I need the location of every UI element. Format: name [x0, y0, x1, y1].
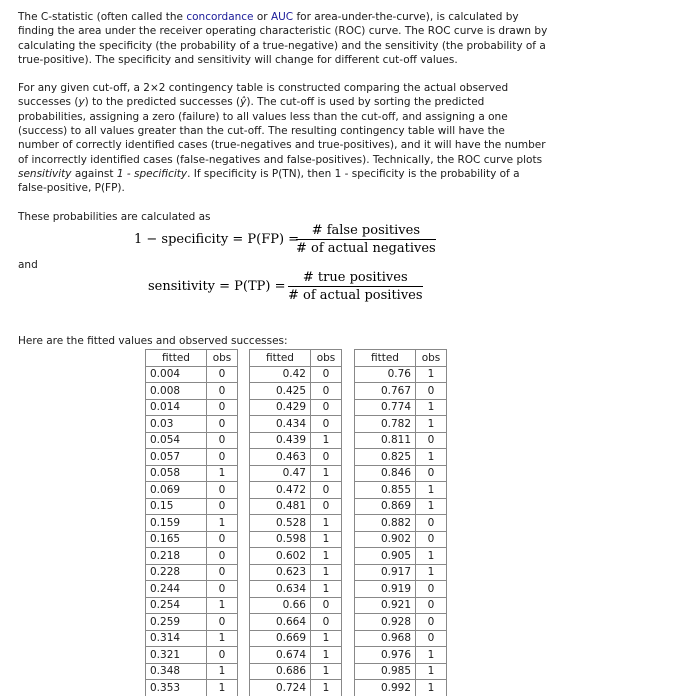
table-row	[146, 416, 238, 433]
fitted-value: 0.602	[250, 548, 311, 565]
fitted-value: 0.528	[250, 515, 311, 532]
table-row	[250, 383, 342, 400]
observed-value: 0	[207, 366, 238, 383]
fitted-value: 0.058	[146, 465, 207, 482]
table-row	[355, 515, 447, 532]
observed-value: 1	[207, 515, 238, 532]
table-row	[146, 498, 238, 515]
table-row	[250, 564, 342, 581]
fitted-value: 0.782	[355, 416, 416, 433]
table-row	[146, 630, 238, 647]
table-row	[355, 680, 447, 696]
table-row	[146, 465, 238, 482]
table-row	[355, 498, 447, 515]
observed-value: 0	[311, 366, 342, 383]
fitted-value: 0.069	[146, 482, 207, 499]
fitted-value: 0.348	[146, 663, 207, 680]
paragraph-probabilities: These probabilities are calculated as	[18, 210, 211, 223]
table-row	[355, 449, 447, 466]
table-row	[146, 482, 238, 499]
observed-value: 1	[207, 465, 238, 482]
fitted-value: 0.905	[355, 548, 416, 565]
paragraph-cutoff: For any given cut-off, a 2×2 contingency table is constructed comparing the actual observed successes (y) to the predicted successes (ŷ). The cut-off is used by sorting the predicted probabilities, assigning a zero (failure) to all values less than the cut-off, and assigning a one (success) to all values greater than the cut-off. The resulting contingency table will have the number of correctly identified cases (true-negatives and true-positives), and it will have the number of incorrectly identified cases (false-negatives and false-positives). Technically, the ROC curve plots sensitivity against 1 - specificity. If specificity is P(TN), then 1 - specificity is the probability of a false-positive, P(FP).	[18, 82, 546, 195]
observed-value: 1	[311, 663, 342, 680]
table-row	[355, 597, 447, 614]
fitted-value: 0.004	[146, 366, 207, 383]
observed-value: 0	[207, 482, 238, 499]
table-row	[355, 383, 447, 400]
observed-value: 1	[416, 548, 447, 565]
observed-value: 1	[311, 548, 342, 565]
table-row	[355, 432, 447, 449]
fitted-value: 0.321	[146, 647, 207, 664]
fitted-value: 0.439	[250, 432, 311, 449]
table-row	[146, 564, 238, 581]
observed-value: 0	[207, 432, 238, 449]
observed-value: 1	[416, 663, 447, 680]
equation-fp-lhs: 1 − specificity = P(FP) =	[134, 232, 300, 247]
fitted-value: 0.481	[250, 498, 311, 515]
equation-fp	[0, 222, 686, 262]
and-label: and	[18, 259, 38, 271]
fitted-value: 0.159	[146, 515, 207, 532]
observed-value: 0	[311, 399, 342, 416]
observed-value: 1	[311, 531, 342, 548]
observed-value: 0	[207, 548, 238, 565]
fitted-value: 0.919	[355, 581, 416, 598]
observed-value: 0	[311, 449, 342, 466]
table-row	[355, 399, 447, 416]
table-row	[146, 647, 238, 664]
table-row	[355, 630, 447, 647]
fitted-value: 0.825	[355, 449, 416, 466]
header-obs: obs	[311, 350, 342, 367]
fitted-value: 0.014	[146, 399, 207, 416]
observed-value: 0	[311, 614, 342, 631]
equation-tp-fraction	[288, 269, 423, 304]
table-row	[146, 581, 238, 598]
fitted-value: 0.968	[355, 630, 416, 647]
fitted-value: 0.634	[250, 581, 311, 598]
fitted-value: 0.917	[355, 564, 416, 581]
observed-value: 0	[207, 647, 238, 664]
equation-fp-fraction	[296, 222, 436, 257]
fitted-value: 0.976	[355, 647, 416, 664]
fitted-value: 0.218	[146, 548, 207, 565]
table-row	[250, 663, 342, 680]
table-row	[146, 548, 238, 565]
fitted-value: 0.921	[355, 597, 416, 614]
fitted-value: 0.664	[250, 614, 311, 631]
observed-value: 0	[311, 416, 342, 433]
observed-value: 0	[207, 564, 238, 581]
equation-tp-denominator: # of actual positives	[288, 288, 423, 303]
observed-value: 0	[207, 383, 238, 400]
observed-value: 0	[416, 581, 447, 598]
observed-value: 1	[207, 597, 238, 614]
observed-value: 1	[416, 647, 447, 664]
observed-value: 0	[416, 597, 447, 614]
observed-value: 0	[207, 449, 238, 466]
table-row	[355, 564, 447, 581]
fitted-table-2	[249, 349, 342, 696]
observed-value: 0	[416, 515, 447, 532]
table-intro: Here are the fitted values and observed successes:	[18, 335, 288, 347]
equation-tp-numerator: # true positives	[288, 269, 423, 287]
fitted-value: 0.674	[250, 647, 311, 664]
fitted-value: 0.846	[355, 465, 416, 482]
table-row	[250, 449, 342, 466]
header-fitted: fitted	[146, 350, 207, 367]
table-row	[355, 548, 447, 565]
fitted-value: 0.463	[250, 449, 311, 466]
observed-value: 0	[311, 597, 342, 614]
fitted-value: 0.228	[146, 564, 207, 581]
observed-value: 1	[416, 482, 447, 499]
observed-value: 1	[311, 581, 342, 598]
observed-value: 0	[207, 581, 238, 598]
table-row	[250, 581, 342, 598]
header-fitted: fitted	[250, 350, 311, 367]
observed-value: 0	[416, 630, 447, 647]
fitted-value: 0.669	[250, 630, 311, 647]
observed-value: 1	[416, 366, 447, 383]
fitted-value: 0.855	[355, 482, 416, 499]
fitted-value: 0.03	[146, 416, 207, 433]
fitted-value: 0.882	[355, 515, 416, 532]
table-row	[355, 663, 447, 680]
observed-value: 1	[311, 680, 342, 696]
fitted-value: 0.472	[250, 482, 311, 499]
fitted-value: 0.66	[250, 597, 311, 614]
table-row	[146, 680, 238, 696]
table-row	[355, 465, 447, 482]
table-row	[250, 680, 342, 696]
table-row	[146, 515, 238, 532]
observed-value: 0	[311, 498, 342, 515]
fitted-table-1	[145, 349, 238, 696]
term-auc: AUC	[270, 11, 294, 23]
term-concordance: concordance	[186, 11, 254, 23]
observed-value: 1	[311, 465, 342, 482]
table-row	[250, 432, 342, 449]
observed-value: 0	[207, 498, 238, 515]
fitted-value: 0.429	[250, 399, 311, 416]
observed-value: 1	[416, 449, 447, 466]
observed-value: 0	[416, 465, 447, 482]
observed-value: 0	[311, 482, 342, 499]
observed-value: 1	[311, 515, 342, 532]
observed-value: 0	[416, 614, 447, 631]
table-row	[146, 614, 238, 631]
fitted-value: 0.869	[355, 498, 416, 515]
fitted-value: 0.902	[355, 531, 416, 548]
observed-value: 1	[207, 680, 238, 696]
table-row	[146, 531, 238, 548]
article-body	[18, 10, 548, 224]
observed-value: 0	[207, 614, 238, 631]
table-row	[146, 449, 238, 466]
header-obs: obs	[416, 350, 447, 367]
table-row	[250, 465, 342, 482]
table-row	[250, 515, 342, 532]
fitted-value: 0.259	[146, 614, 207, 631]
observed-value: 0	[207, 416, 238, 433]
fitted-value: 0.811	[355, 432, 416, 449]
fitted-value: 0.15	[146, 498, 207, 515]
observed-value: 1	[311, 630, 342, 647]
observed-value: 1	[416, 680, 447, 696]
observed-value: 0	[207, 399, 238, 416]
table-row	[355, 581, 447, 598]
table-row	[355, 366, 447, 383]
fitted-value: 0.928	[355, 614, 416, 631]
fitted-value: 0.623	[250, 564, 311, 581]
fitted-value: 0.314	[146, 630, 207, 647]
fitted-value: 0.057	[146, 449, 207, 466]
fitted-value: 0.42	[250, 366, 311, 383]
observed-value: 1	[416, 498, 447, 515]
fitted-value: 0.425	[250, 383, 311, 400]
observed-value: 0	[416, 531, 447, 548]
fitted-value: 0.76	[355, 366, 416, 383]
observed-value: 1	[207, 663, 238, 680]
paragraph-c-statistic: The C-statistic (often called the concordance or AUC for area-under-the-curve), is calculated by finding the area under the receiver operating characteristic (ROC) curve. The ROC curve is drawn by calculating the specificity (the probability of a true-negative) and the sensitivity (the probability of a true-positive). The specificity and sensitivity will change for different cut-off values.	[18, 11, 548, 66]
fitted-value: 0.434	[250, 416, 311, 433]
observed-value: 1	[311, 564, 342, 581]
fitted-table-3	[354, 349, 447, 696]
observed-value: 1	[311, 647, 342, 664]
observed-value: 0	[416, 383, 447, 400]
table-row	[146, 663, 238, 680]
fitted-value: 0.774	[355, 399, 416, 416]
observed-value: 1	[416, 564, 447, 581]
equation-tp	[0, 269, 686, 309]
fitted-value: 0.47	[250, 465, 311, 482]
table-row	[146, 383, 238, 400]
table-row	[355, 482, 447, 499]
table-row	[146, 597, 238, 614]
fitted-value: 0.985	[355, 663, 416, 680]
observed-value: 0	[416, 432, 447, 449]
table-row	[250, 597, 342, 614]
table-row	[355, 531, 447, 548]
fitted-value: 0.008	[146, 383, 207, 400]
fitted-value: 0.165	[146, 531, 207, 548]
fitted-value: 0.254	[146, 597, 207, 614]
observed-value: 1	[416, 399, 447, 416]
table-row	[250, 399, 342, 416]
equation-fp-denominator: # of actual negatives	[296, 241, 436, 256]
fitted-value: 0.353	[146, 680, 207, 696]
table-row	[146, 399, 238, 416]
equation-tp-lhs: sensitivity = P(TP) =	[148, 279, 286, 294]
table-row	[355, 416, 447, 433]
table-row	[250, 531, 342, 548]
fitted-value: 0.054	[146, 432, 207, 449]
observed-value: 1	[416, 416, 447, 433]
table-row	[355, 614, 447, 631]
observed-value: 1	[311, 432, 342, 449]
header-obs: obs	[207, 350, 238, 367]
table-row	[355, 647, 447, 664]
table-row	[250, 498, 342, 515]
table-row	[250, 548, 342, 565]
observed-value: 1	[207, 630, 238, 647]
table-row	[146, 366, 238, 383]
fitted-value: 0.598	[250, 531, 311, 548]
observed-value: 0	[311, 383, 342, 400]
equation-fp-numerator: # false positives	[296, 222, 436, 240]
table-row	[250, 630, 342, 647]
table-row	[250, 366, 342, 383]
fitted-value: 0.767	[355, 383, 416, 400]
table-row	[250, 482, 342, 499]
fitted-value: 0.992	[355, 680, 416, 696]
table-row	[146, 432, 238, 449]
table-row	[250, 614, 342, 631]
header-fitted: fitted	[355, 350, 416, 367]
table-row	[250, 416, 342, 433]
fitted-value: 0.244	[146, 581, 207, 598]
table-row	[250, 647, 342, 664]
fitted-value: 0.686	[250, 663, 311, 680]
fitted-value: 0.724	[250, 680, 311, 696]
observed-value: 0	[207, 531, 238, 548]
